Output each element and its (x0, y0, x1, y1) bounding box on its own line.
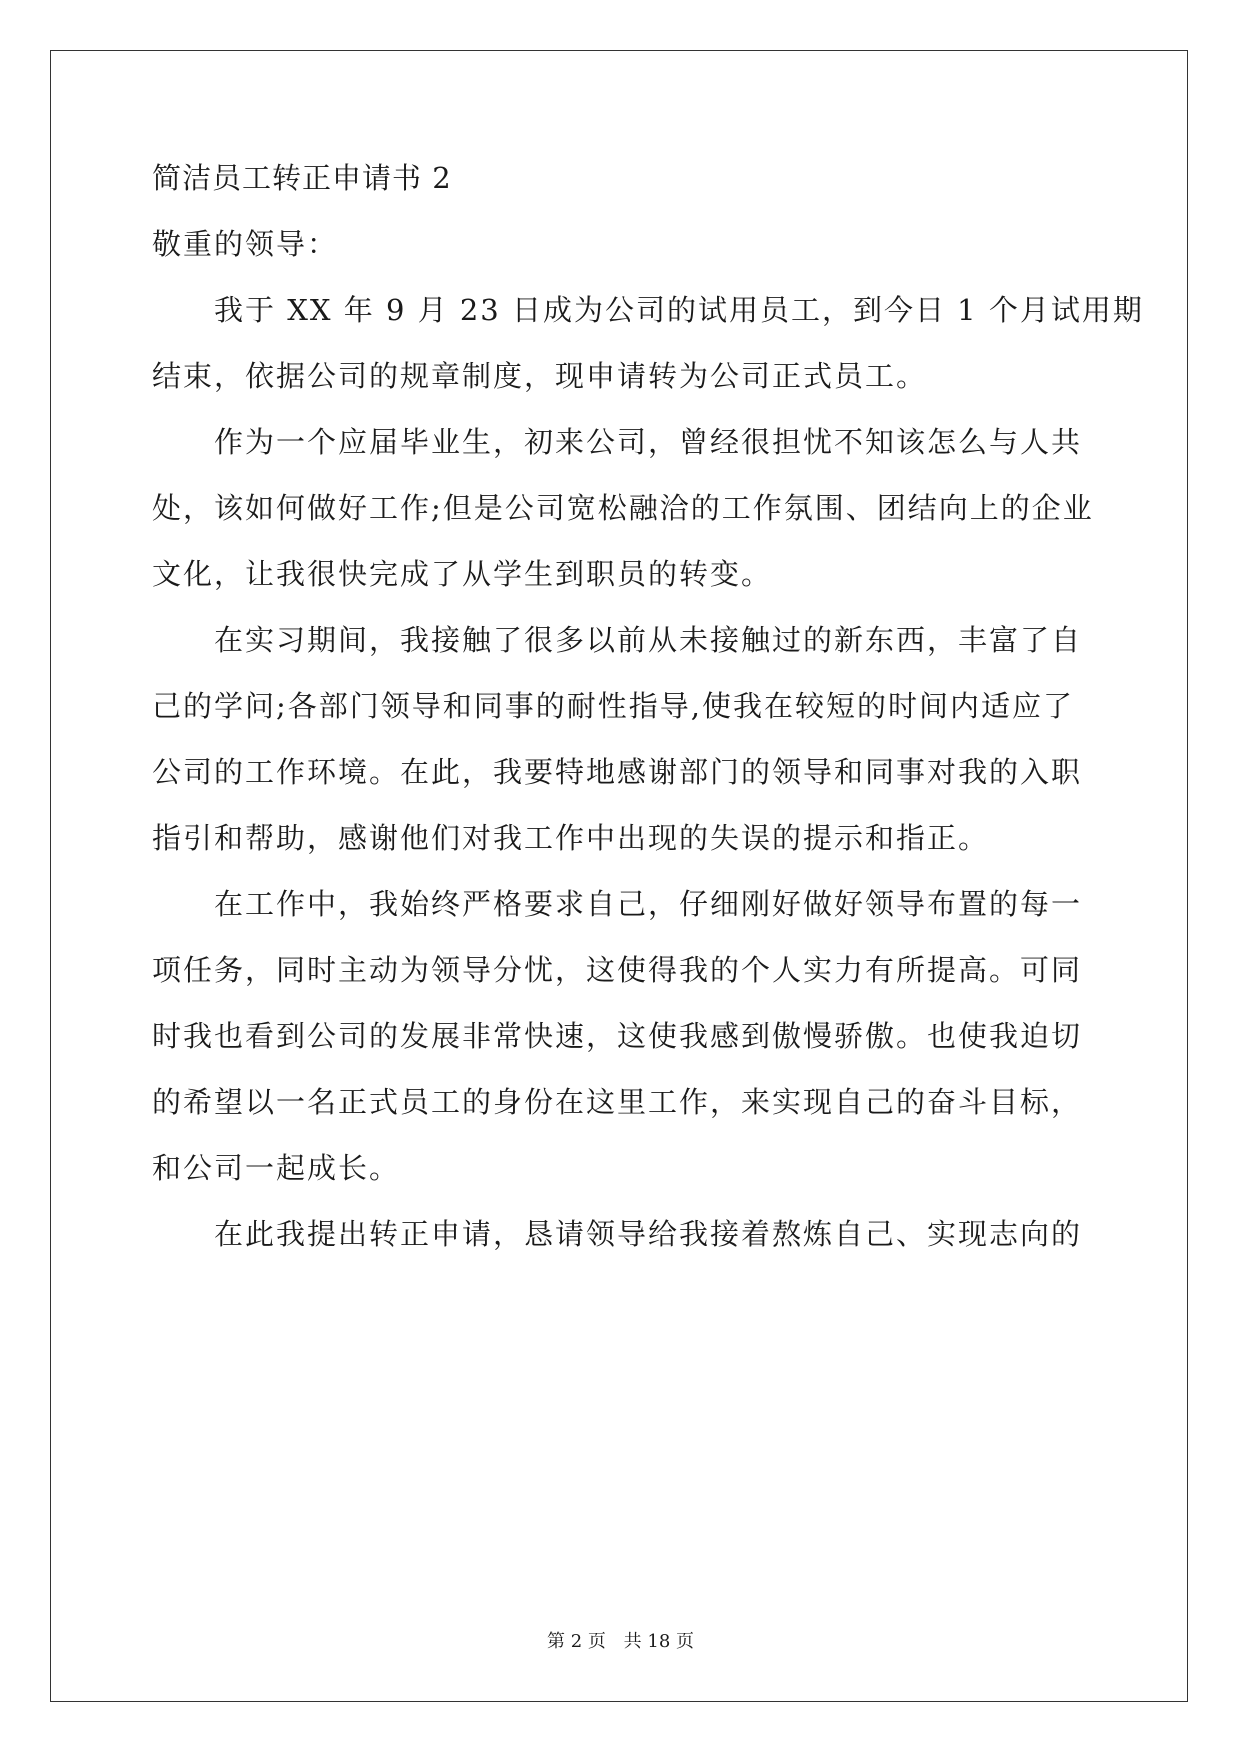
paragraph-line: 在此我提出转正申请，恳请领导给我接着熬炼自己、实现志向的 (214, 1217, 1083, 1251)
paragraph-line: 我于 XX 年 9 月 23 日成为公司的试用员工，到今日 1 个月试用期 (214, 293, 1144, 327)
paragraph-line: 在工作中，我始终严格要求自己，仔细刚好做好领导布置的每一 (214, 887, 1083, 921)
document-title: 简洁员工转正申请书 2 (152, 161, 452, 195)
paragraph-line: 和公司一起成长。 (152, 1151, 401, 1185)
paragraph-line: 己的学问;各部门领导和同事的耐性指导,使我在较短的时间内适应了 (152, 689, 1074, 723)
paragraph-line: 公司的工作环境。在此，我要特地感谢部门的领导和同事对我的入职 (152, 755, 1083, 789)
paragraph-line: 项任务，同时主动为领导分忧，这使得我的个人实力有所提高。可同 (152, 953, 1083, 987)
paragraph-line: 结束，依据公司的规章制度，现申请转为公司正式员工。 (152, 359, 928, 393)
paragraph-line: 作为一个应届毕业生，初来公司，曾经很担忧不知该怎么与人共 (214, 425, 1083, 459)
paragraph-line: 指引和帮助，感谢他们对我工作中出现的失误的提示和指正。 (152, 821, 990, 855)
page-total: 共 18 页 (623, 1631, 694, 1652)
salutation: 敬重的领导： (152, 227, 339, 261)
page-footer (0, 1627, 1241, 1653)
page-number: 第 2 页 (547, 1631, 606, 1652)
paragraph-line: 文化，让我很快完成了从学生到职员的转变。 (152, 557, 773, 591)
paragraph-line: 在实习期间，我接触了很多以前从未接触过的新东西，丰富了自 (214, 623, 1083, 657)
paragraph-line: 处，该如何做好工作;但是公司宽松融洽的工作氛围、团结向上的企业 (152, 491, 1094, 525)
paragraph-line: 时我也看到公司的发展非常快速，这使我感到傲慢骄傲。也使我迫切 (152, 1019, 1083, 1053)
paragraph-line: 的希望以一名正式员工的身份在这里工作，来实现自己的奋斗目标， (152, 1085, 1083, 1119)
document-body (152, 145, 1144, 1267)
